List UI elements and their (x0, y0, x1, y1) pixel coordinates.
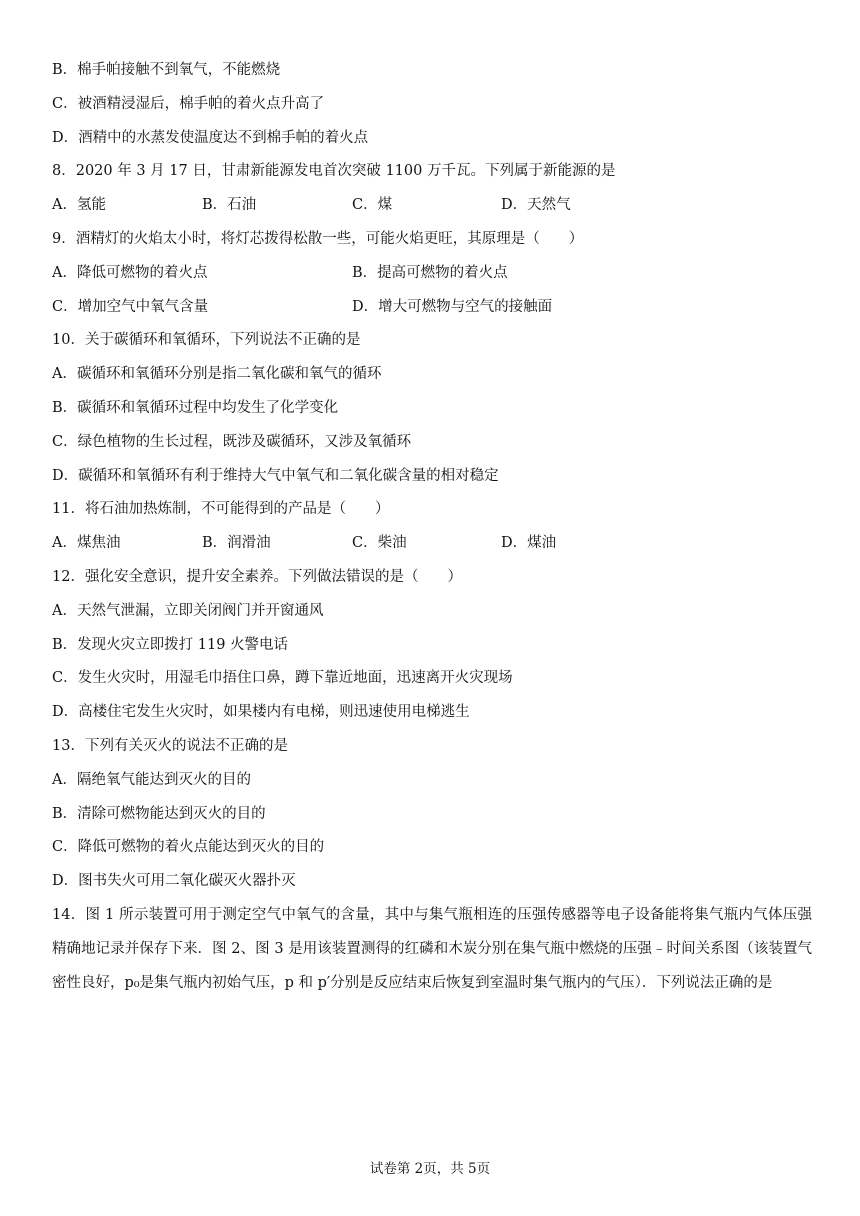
question-10-option-a: A．碳循环和氧循环分别是指二氧化碳和氧气的循环 (52, 366, 382, 382)
question-14-stem: 14．图 1 所示装置可用于测定空气中氧气的含量，其中与集气瓶相连的压强传感器等电子设备能将集气瓶内气体压强精确地记录并保存下来．图 2、图 3 是用该装置测得的红磷和木炭分别在集气瓶中燃烧的压强﹣时间关系图（该装置气密性良好，p₀是集气瓶内初始气压，p 和 p′分别是反应结束后恢复到室温时集气瓶内的气压）．下列说法正确的是 (52, 907, 812, 991)
question-13-stem: 13．下列有关灭火的说法不正确的是 (52, 738, 288, 754)
question-8-options (52, 195, 812, 215)
question-12-option-c: C．发生火灾时，用湿毛巾捂住口鼻，蹲下靠近地面，迅速离开火灾现场 (52, 670, 513, 686)
question-8-stem: 8．2020 年 3 月 17 日，甘肃新能源发电首次突破 1100 万千瓦。下列属于新能源的是 (52, 163, 616, 179)
question-9-stem: 9．酒精灯的火焰太小时，将灯芯拨得松散一些，可能火焰更旺，其原理是（ ） (52, 231, 584, 247)
option-d-prev-question: D．酒精中的水蒸发使温度达不到棉手帕的着火点 (52, 130, 369, 146)
question-8-option-a: A．氢能 (52, 197, 106, 213)
option-c-prev-question: C．被酒精浸湿后，棉手帕的着火点升高了 (52, 96, 325, 112)
question-12-option-a: A．天然气泄漏，立即关闭阀门并开窗通风 (52, 603, 324, 619)
question-12-option-d: D．高楼住宅发生火灾时，如果楼内有电梯，则迅速使用电梯逃生 (52, 704, 470, 720)
question-10-stem: 10．关于碳循环和氧循环，下列说法不正确的是 (52, 332, 361, 348)
question-9-option-d: D．增大可燃物与空气的接触面 (352, 299, 553, 315)
question-12-option-b: B．发现火灾立即拨打 119 火警电话 (52, 637, 289, 653)
question-8-option-c: C．煤 (352, 197, 393, 213)
question-11-options (52, 533, 812, 553)
question-10-option-c: C．绿色植物的生长过程，既涉及碳循环，又涉及氧循环 (52, 434, 412, 450)
question-10-option-b: B．碳循环和氧循环过程中均发生了化学变化 (52, 400, 339, 416)
question-10-option-d: D．碳循环和氧循环有利于维持大气中氧气和二氧化碳含量的相对稳定 (52, 468, 499, 484)
question-9-option-b: B．提高可燃物的着火点 (352, 265, 508, 281)
question-11-stem: 11．将石油加热炼制，不可能得到的产品是（ ） (52, 501, 390, 517)
question-13-option-d: D．图书失火可用二氧化碳灭火器扑灭 (52, 873, 296, 889)
question-8-option-b: B．石油 (202, 197, 257, 213)
question-13-option-b: B．清除可燃物能达到灭火的目的 (52, 806, 266, 822)
question-8-option-d: D．天然气 (501, 197, 571, 213)
question-11-option-c: C．柴油 (352, 535, 407, 551)
question-11-option-d: D．煤油 (501, 535, 557, 551)
question-12-stem: 12．强化安全意识，提升安全素养。下列做法错误的是（ ） (52, 569, 462, 585)
page-footer: 试卷第 2页，共 5页 (369, 1161, 491, 1177)
question-9-options-row-2 (52, 297, 812, 317)
question-9-options-row-1 (52, 263, 812, 283)
question-13-option-a: A．隔绝氧气能达到灭火的目的 (52, 772, 251, 788)
question-9-option-c: C．增加空气中氧气含量 (52, 299, 209, 315)
question-9-option-a: A．降低可燃物的着火点 (52, 265, 208, 281)
question-11-option-a: A．煤焦油 (52, 535, 121, 551)
question-11-option-b: B．润滑油 (202, 535, 271, 551)
option-b-prev-question: B．棉手帕接触不到氧气，不能燃烧 (52, 62, 281, 78)
question-13-option-c: C．降低可燃物的着火点能达到灭火的目的 (52, 839, 325, 855)
